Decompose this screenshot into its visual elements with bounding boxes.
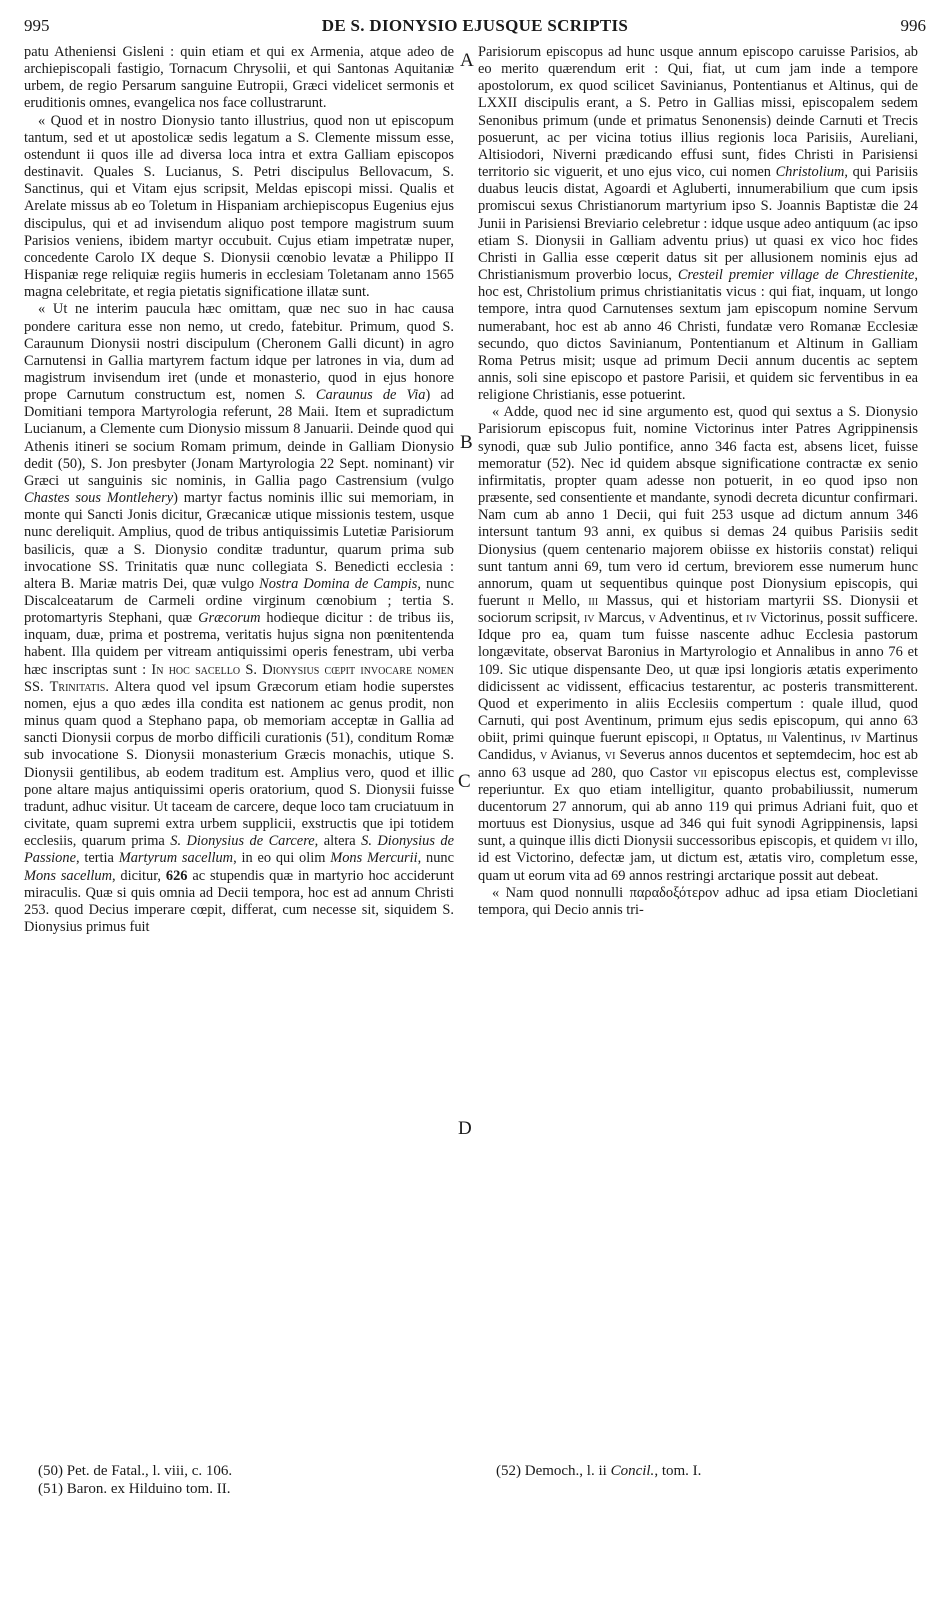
paragraph: « Ut ne interim paucula hæc omittam, quæ nec suo in hac causa pondere caritura esse non nemo, ut credo, fatebitur. Primum, quod S. Caraunum Dionysii nostri discipulum (Cheronem Galli dicunt) in agro Carnutensi in Gallia martyrem factum idque per latrones in via, dum ad magistrum invisendum iret (unde et monasterio, quod in ejus honore prope Carnutum constructum est, nomen S. Caraunus de Via) ad Domitiani tempora Martyrologia referunt, 28 Maii. Item et supradictum Lucianum, a Clemente cum Dionysio missum 8 Januarii. Deinde quod qui Athenis itineri se socium Romam primum, deinde in Galliam Dionysio dedit (50), S. Jon presbyter (Jonam Martyrologia 22 Sept. nominant) vir Græci ut sanguinis sic nominis, in Gallia pago Castrensium (vulgo Chastes sous Montlehery) martyr factus nominis illic sui memoriam, in monte qui Sancti Jonis dicitur, Græcanicæ utique missionis testem, usque nunc dereliquit. Amplius, quod de tribus antiquissimis Lutetiæ Parisiorum basilicis, quæ a S. Dionysio conditæ traduntur, quarum prima sub invocatione SS. Trinitatis quæ nunc collegiata S. Benedicti ecclesia : altera B. Mariæ matris Dei, quæ vulgo Nostra Domina de Campis, nunc Discalceatarum de Carmeli ordine virginum cœnobium ; tertia S. protomartyris Stephani, quæ Græcorum hodieque dicitur : de tribus iis, inquam, duæ, prima et postrema, veritatis hujus signa non pœnitentenda habent. Illa quidem per vitream antiquissimi operis fenestram, ubi verba hæc inscriptas sunt : In hoc sacello S. Dionysius cœpit invocare nomen SS. Trinitatis. Altera quod vel ipsum Græcorum etiam hodie superstes nomen, ejus a quo ædes illa condita est nationem ac genus prodit, non minus quam quod a Stephano papa, ob memoriam acceptæ in Gallia ad sancti Dionysii corpus de morbo difficili curationis (51), conditum Romæ sub invocatione S. Dionysii monasterium Græcis monachis, utique S. Dionysii gentilibus, ab eodem traditum est. Amplius vero, quod et illic pone altare majus antiquissimi operis oratorium, quod S. Dionysii fuisse tradunt, adhuc visitur. Ut taceam de carcere, deque loco tam cruciatuum in civitate, quam supremi extra urbem supplicii, exstructis que ipi totidem ecclesiis, quarum prima S. Dionysius de Carcere, altera S. Dionysius de Passione, tertia Martyrum sacellum, in eo qui olim Mons Mercurii, nunc Mons sacellum, dicitur, 626 ac stupendis quæ in martyrio hoc acciderunt miraculis. Quæ si quis omnia ad Decii tempora, hoc est ad annum Christi 253. quod Decius imperare cœpit, differat, cum necesse sit, siquidem S. Dionysius primus fuit (24, 301, 455, 935)
page-number-right: 996 (900, 16, 926, 35)
footnotes-right (496, 1462, 916, 1480)
italic-term: Nostra Domina de Campis (259, 575, 418, 592)
column-number: 626 (165, 867, 188, 884)
paragraph: Parisiorum episcopus ad hunc usque annum episcopo caruisse Parisios, ab eo merito quærendum erit : Qui, fiat, ut cum jam inde a tempore apostolorum, ex quod scilicet Savinianus, Pontentianus et Altinus, qui de LXXII discipulis erant, a S. Petro in Gallias missi, episcopalem sedem Senonibus primum (unde et primatus Senonensis) deinde Carnuti et Trecis posuerunt, ac per vicina totius illius regionis loca Parisiis, Aureliani, Altisiodori, Niverni prædicando effusi sunt, fides Christi in Parisiensi territorio sic viguerit, et uno ejus vico, cui nomen Christolium, qui Parisiis duabus leucis distat, Agoardi et Agluberti, innumerabilium que cum ipsis promiscui sexus Christianorum martyrium ipso S. Joannis Baptistæ die 24 Junii in Parisiensi Breviario celebretur : idque usque adeo antiquum (ac ipso etiam S. Dionysii in Galliam adventu prius) ut quasi ex vico hoc fides Christi in Gallia esse cœperit datus sit per allusionem nominis ejus ad Christianismum proverbio locus, Cresteil premier village de Chrestienite, hoc est, Christolium primus christianitatis vicus : qui fiat, inquam, ut longo tempore, intra quod Carnutenses sextum jam episcopum nomine Servum numerabant, hoc est ab anno 46 Christi, fundatæ vero Romanæ Ecclesiæ secundo, quo dictos Savinianum, Pontentianum et Altinum in Galliam Roma Petrus misit; usque ad primum Decii annum ducentis ac septem annis, soli sine episcopo et pastore Parisii, et quidem sic ferventibus in ea religione Christianis, esse potuerint. (478, 44, 918, 404)
italic-term: Chastes sous Montlehery (24, 490, 174, 507)
inscription: In hoc sacello S. Dionysius cœpit invocare nomen SS. Trinitatis. (24, 661, 454, 695)
margin-marker-b: B (460, 432, 473, 453)
page-number-left: 995 (24, 16, 50, 35)
margin-marker-a: A (460, 50, 474, 71)
paragraph: patu Atheniensi Gisleni : quin etiam et qui ex Armenia, atque adeo de archiepiscopali fastigio, Tornacum Chrysolii, et qui Santonas Aquitaniæ urbem, de regio Persarum sanguine Eutropii, Græci videlicet sermonis et eruditionis omnes, evangelica nos face collustrarunt. (24, 44, 454, 112)
italic-term: Martyrum sacellum (118, 850, 234, 867)
right-column (478, 44, 918, 919)
italic-term: Cresteil premier village de Chrestienite (677, 267, 915, 284)
footnotes-left (38, 1462, 438, 1498)
italic-term: S. Dionysius de Carcere (170, 833, 315, 850)
greek-word: παραδοξότερον (629, 884, 719, 901)
paragraph: « Nam quod nonnulli παραδοξότερον adhuc ad ipsa etiam Diocletiani tempora, qui Decio annis tri- (478, 884, 919, 918)
running-header (24, 16, 926, 40)
italic-term: Mons Mercurii (330, 850, 418, 867)
italic-term: S. Dionysius de Passione (24, 833, 454, 867)
paragraph: « Adde, quod nec id sine argumento est, quod qui sextus a S. Dionysio Parisiorum episcopus fuit, nomine Victorinus inter Patres Agrippinensis synodi, quæ sub Julio pontifice, anno 346 facta est, absens licet, fuisse memoratur (52). Nec id quidem absque significatione contractæ ex senio infirmitatis, propter quam adesse non potuerit, in eo quod ipso non præsente, sed consentiente et mandante, synodi decreta dicuntur confirmari. Nam cum ab anno 1 Decii, qui fuit 253 usque ad dictum annum 346 intersunt tantum 93 anni, ex quibus si demas 24 quibus Parisiis sedit Dionysius (quem centenario majorem obiisse ex historiis constat) reliqui sunt tantum anni 69, tum vero id certum, breviorem esse numerum hunc annorum, quam ut sequentibus quinque post Dionysium episcopis, qui fuerunt ii Mello, iii Massus, qui et historiam martyrii SS. Dionysii et sociorum scripsit, iv Marcus, v Adventinus, et iv Victorinus, possit sufficere. Idque pro ea, quam tum fuisse nascente adhuc Ecclesia pastorum longævitate, observat Baronius in Martyrologio et Annalibus in anno 76 et 109. Sic utique dispensante Deo, ut quæ ipsi longioris ætatis experimento didicissent ac vidissent, efficacius testarentur, ac posteris transmitterent. Quod et experimento in aliis Ecclesiis compertum : quale illud, quod Carnuti, qui post Aventinum, primum ejus sedis episcopum, qui anno 63 obiit, primi quinque fuerunt episcopi, ii Optatus, iii Valentinus, iv Martinus Candidus, v Avianus, vi Severus annos ducentos et septemdecim, hoc est ab anno 63 usque ad 280, quo Castor vii episcopus electus est, complevisse reperiuntur. Ex quo etiam intelligitur, quanto probabiliussit, numerum ducentorum 27 annorum, qui ab anno 119 qui primus Adriani fuit, quo et mortuus est Dionysius, usque ad 346 qui fuit synodi Agrippinensis, lapsi sunt, a quinque illis dicti Dionysii successoribus episcopis, et quidem vi illo, id est Victorino, defectæ jam, ut dictum est, ætatis viro, completum esse, quam ut eorum vita ad 69 annos restringi arctarique possit aut debeat. (478, 404, 919, 884)
footnote: (51) Baron. ex Hilduino tom. II. (38, 1481, 231, 1497)
margin-marker-d: D (458, 1118, 472, 1139)
paragraph: « Quod et in nostro Dionysio tanto illustrius, quod non ut episcopum tantum, sed et ut apostolicæ sedis legatum a S. Clemente missum esse, ostendunt ii quos ille ad diversa loca intra et extra Galliam episcopos destinavit. Quales S. Lucianus, S. Petri discipulus Bellovacum, S. Sanctinus, qui et Vitam ejus scripsit, Meldas episcopi missi. Qualis et Arelate missus ab eo Toletum in Hispaniam archiepiscopus Eugenius ejus discipulus, qui et ad invisendum aliquo post tempore magistrum suum Parisios veniens, ibidem martyr occubuit. Cujus etiam impetratæ nuper, concedente Carolo IX deque S. Dionysii cœnobio levatæ a Philippo II Hispaniæ rege reliquiæ regiis humeris in ecclesiam Toletanam anno 1565 magna celebritate, et regia pietatis significatione illatæ sunt. (24, 112, 454, 301)
italic-term: Mons sacellum (24, 867, 112, 884)
left-column (24, 44, 454, 936)
footnote: (52) Democh., l. ii Concil., tom. I. (496, 1463, 702, 1479)
italic-term: Græcorum (198, 610, 261, 627)
footnote: (50) Pet. de Fatal., l. viii, c. 106. (38, 1463, 233, 1479)
italic-term: Christolium (775, 164, 845, 181)
italic-term: S. Caraunus de Via (294, 387, 426, 404)
running-title: DE S. DIONYSIO EJUSQUE SCRIPTIS (321, 16, 629, 35)
margin-marker-c: C (458, 771, 471, 792)
